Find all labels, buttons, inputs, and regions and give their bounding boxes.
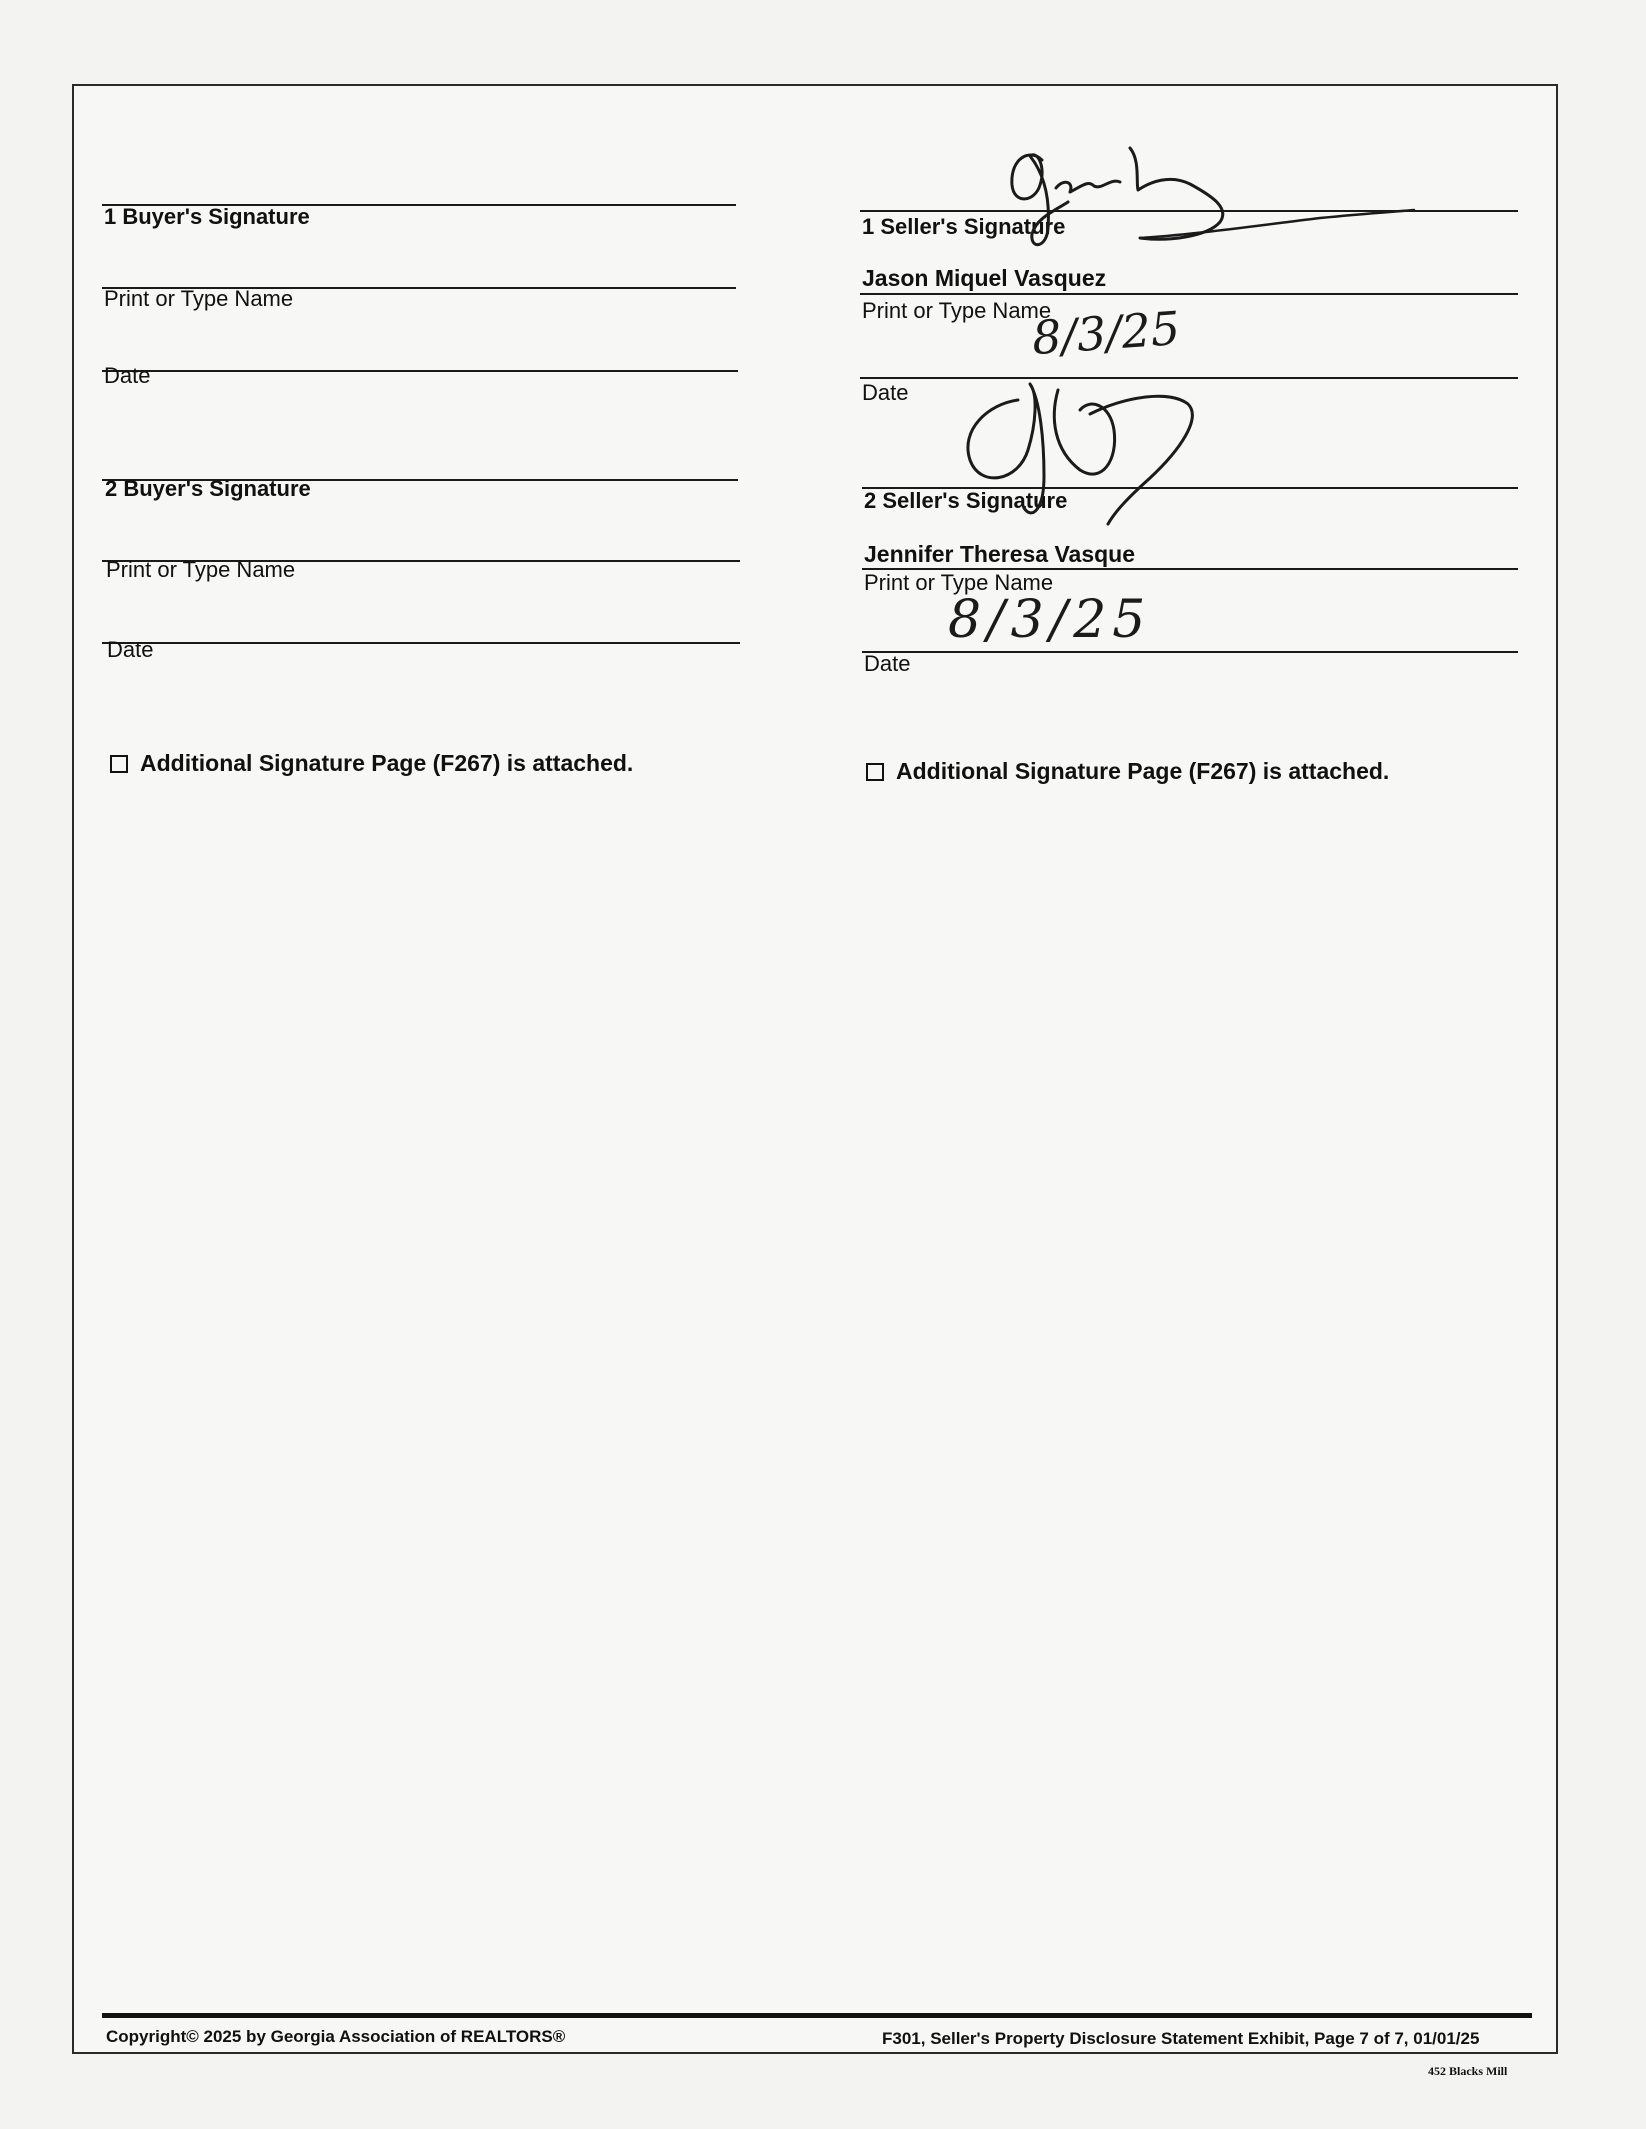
footer-copyright: Copyright© 2025 by Georgia Association of REALTORS®: [106, 2027, 566, 2046]
seller-1-handwritten-date: 8/3/25: [1030, 300, 1182, 366]
seller-1-name-value: Jason Miquel Vasquez: [862, 265, 1107, 291]
seller-additional-signature-label: Additional Signature Page (F267) is attached.: [896, 758, 1390, 784]
buyer-2-name-label: Print or Type Name: [106, 557, 296, 582]
buyer-additional-signature-label: Additional Signature Page (F267) is attached.: [140, 750, 634, 776]
seller-2-name-label: Print or Type Name: [864, 570, 1054, 595]
document-page: [72, 84, 1558, 2054]
seller-additional-signature-row: [866, 758, 1389, 785]
seller-1-handwritten-signature: [990, 130, 1430, 260]
seller-1-name-label: Print or Type Name: [862, 298, 1052, 323]
seller-1-name-line[interactable]: [860, 293, 1518, 295]
seller-2-date-label: Date: [864, 651, 911, 676]
seller-1-date-label: Date: [862, 380, 909, 405]
seller-2-handwritten-signature: [940, 370, 1270, 530]
seller-2-signature-label: 2 Seller's Signature: [864, 488, 1068, 513]
buyer-1-date-line[interactable]: [102, 370, 738, 372]
footer-rule: [102, 2013, 1532, 2018]
buyer-2-date-line[interactable]: [102, 642, 740, 644]
seller-2-name-value: Jennifer Theresa Vasque: [864, 541, 1136, 567]
buyer-2-signature-label: 2 Buyer's Signature: [105, 476, 311, 501]
seller-2-date-line[interactable]: [862, 651, 1518, 653]
footer-handwritten-note: 452 Blacks Mill: [1428, 2064, 1508, 2078]
seller-2-handwritten-date: 8/3/25: [948, 590, 1152, 650]
buyer-additional-signature-checkbox[interactable]: [110, 755, 128, 773]
footer-form-info: F301, Seller's Property Disclosure Statement Exhibit, Page 7 of 7, 01/01/25: [882, 2029, 1480, 2048]
buyer-1-name-label: Print or Type Name: [104, 286, 294, 311]
seller-additional-signature-checkbox[interactable]: [866, 763, 884, 781]
buyer-1-date-label: Date: [104, 363, 151, 388]
buyer-1-signature-label: 1 Buyer's Signature: [104, 204, 310, 229]
buyer-additional-signature-row: [110, 750, 633, 777]
buyer-2-date-label: Date: [107, 637, 154, 662]
seller-1-signature-label: 1 Seller's Signature: [862, 214, 1066, 239]
